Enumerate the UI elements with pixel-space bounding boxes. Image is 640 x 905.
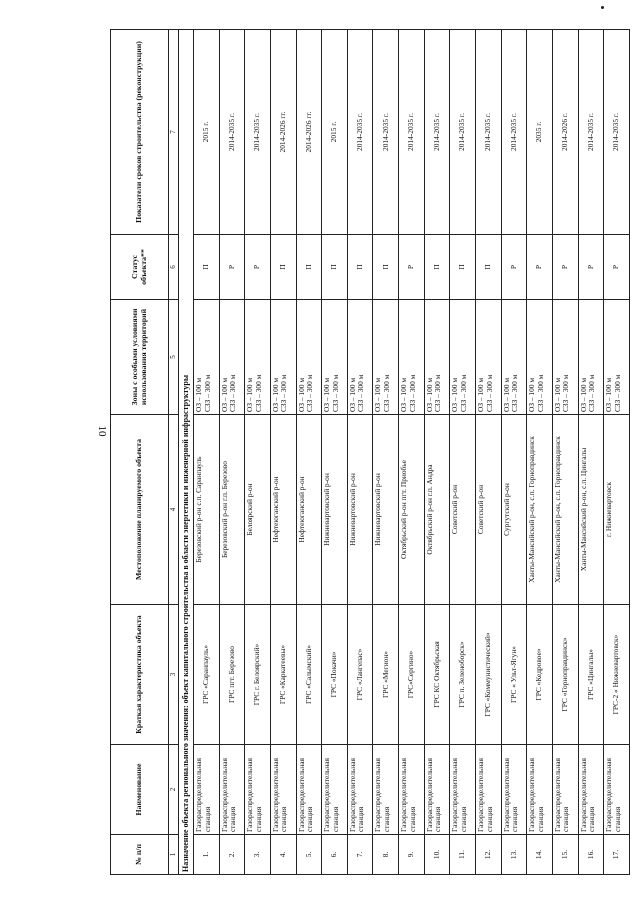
row-location: Ханты-Мансийский р-он, с.п. Горноправдинск [552,415,578,605]
row-status: П [347,235,373,300]
row-zones [527,300,553,415]
zone-szz: СЗЗ – 300 м [407,374,417,412]
header-char: Краткая характеристика объекта [111,605,169,745]
row-number: 13. [501,835,527,875]
row-number: 2. [219,835,245,875]
zone-szz: СЗЗ – 300 м [330,374,340,412]
row-characteristic: ГРС «Покачи» [322,605,348,745]
row-zones [424,300,450,415]
row-number: 12. [476,835,502,875]
row-status: Р [552,235,578,300]
table-row [399,30,425,875]
row-status: Р [399,235,425,300]
table-row [552,30,578,875]
row-term: 2014-2035 г. [347,30,373,235]
section-title: Назначение объекта регионального значения: объект капитального строительства в области энергетики и инженерной инфраструктуры [179,30,194,875]
zone-oz: ОЗ – 100 м [219,377,229,412]
row-term: 2014-2035 г. [219,30,245,235]
zone-oz: ОЗ – 100 м [501,377,511,412]
table-row [270,30,296,875]
table-row [219,30,245,875]
row-characteristic: ГРС «Саранпауль» [194,605,220,745]
zone-szz: СЗЗ – 300 м [228,374,238,412]
row-location: Советский р-он [476,415,502,605]
table-row [296,30,322,875]
row-characteristic: ГРС «Кедровое» [527,605,553,745]
zone-szz: СЗЗ – 300 м [587,374,597,412]
zone-oz: ОЗ – 100 м [373,377,383,412]
zone-oz: ОЗ – 100 м [245,377,255,412]
row-location: Ханты-Мансийский р-он, с.п. Цингалы [578,415,604,605]
table-row [245,30,271,875]
header-num: № п/п [111,835,169,875]
row-characteristic: ГРС «Коммунистический» [476,605,502,745]
row-location: Нижневартовский р-он [322,415,348,605]
table-row [501,30,527,875]
row-term: 2015 г. [322,30,348,235]
row-status: П [373,235,399,300]
row-characteristic: ГРС-2 « Нижневартовск» [604,605,630,745]
col-number: 5 [169,300,179,415]
table-row [527,30,553,875]
zone-oz: ОЗ – 100 м [527,377,537,412]
col-number: 1 [169,835,179,875]
zone-oz: ОЗ – 100 м [347,377,357,412]
zone-szz: СЗЗ – 300 м [484,374,494,412]
row-term: 2014-2035 г. [450,30,476,235]
zone-szz: СЗЗ – 300 м [202,374,212,412]
row-status: П [424,235,450,300]
row-characteristic: ГРС «Цингалы» [578,605,604,745]
header-location: Местоположение планируемого объекта [111,415,169,605]
zone-oz: ОЗ – 100 м [296,377,306,412]
header-status: Статус объекта** [111,235,169,300]
zone-oz: ОЗ – 100 м [194,377,203,412]
row-term: 2014-2026 гг. [270,30,296,235]
row-name: Газораспределительная станция [527,745,553,835]
row-name: Газораспределительная станция [552,745,578,835]
row-status: П [450,235,476,300]
row-status: П [194,235,220,300]
row-term: 2035 г. [527,30,553,235]
row-status: Р [245,235,271,300]
row-status: Р [501,235,527,300]
row-term: 2015 г. [194,30,220,235]
row-status: П [476,235,502,300]
row-location: г. Нижневартовск [604,415,630,605]
row-number: 1. [194,835,220,875]
row-zones [552,300,578,415]
row-term: 2014-2035 г. [245,30,271,235]
zone-oz: ОЗ – 100 м [552,377,562,412]
table-row [373,30,399,875]
row-characteristic: ГРС «Мегион» [373,605,399,745]
row-number: 10. [424,835,450,875]
rotated-table-wrapper [110,30,630,875]
zone-oz: ОЗ – 100 м [424,377,434,412]
zone-szz: СЗЗ – 300 м [305,374,315,412]
row-number: 6. [322,835,348,875]
row-location: Березовский р-он г.п. Березово [219,415,245,605]
zone-oz: ОЗ – 100 м [578,377,588,412]
zone-szz: СЗЗ – 300 м [356,374,366,412]
zone-oz: ОЗ – 100 м [450,377,460,412]
zone-oz: ОЗ – 100 м [476,377,486,412]
row-characteristic: ГРС «Горноправдинск» [552,605,578,745]
row-zones [296,300,322,415]
col-number: 2 [169,745,179,835]
row-name: Газораспределительная станция [245,745,271,835]
row-term: 2014-2026 г. [552,30,578,235]
row-term: 2014-2035 г. [476,30,502,235]
row-zones [399,300,425,415]
row-location: Нефтеюганский р-он [296,415,322,605]
row-location: Белоярский р-он [245,415,271,605]
row-number: 5. [296,835,322,875]
col-number: 6 [169,235,179,300]
row-zones [322,300,348,415]
row-number: 7. [347,835,373,875]
row-number: 14. [527,835,553,875]
table-row [322,30,348,875]
row-term: 2014-2035 г. [399,30,425,235]
row-location: Нижневартовский р-он [347,415,373,605]
row-number: 4. [270,835,296,875]
row-zones [450,300,476,415]
row-name: Газораспределительная станция [578,745,604,835]
row-location: Нефтеюганский р-он [270,415,296,605]
row-characteristic: ГРС «Лангепас» [347,605,373,745]
row-zones [476,300,502,415]
row-term: 2014-2035 г. [424,30,450,235]
row-zones [501,300,527,415]
row-zones [194,300,220,415]
zone-szz: СЗЗ – 300 м [458,374,468,412]
zone-szz: СЗЗ – 300 м [561,374,571,412]
row-location: Нижневартовский р-он [373,415,399,605]
table-row [424,30,450,875]
table-row [578,30,604,875]
page-number: 10 [96,425,108,437]
zone-oz: ОЗ – 100 м [604,377,614,412]
row-status: Р [527,235,553,300]
row-characteristic: ГРС « Ульт-Ягун» [501,605,527,745]
row-location: Октябрьский р-он пгт. Приобье [399,415,425,605]
row-name: Газораспределительная станция [194,745,220,835]
row-name: Газораспределительная станция [322,745,348,835]
header-zones: Зоны с особыми условиями использования территорий [111,300,169,415]
row-term: 2014-2035 г. [578,30,604,235]
row-characteristic: ГРС «Салымский» [296,605,322,745]
header-terms: Показатели сроков строительства (реконструкции) [111,30,169,235]
row-status: Р [604,235,630,300]
row-location: Ханты-Мансийский р-он, с.п. Горноправдинск [527,415,553,605]
row-location: Советский р-он [450,415,476,605]
header-name: Наименование [111,745,169,835]
row-number: 16. [578,835,604,875]
stray-mark [601,6,604,9]
table-row [347,30,373,875]
row-number: 9. [399,835,425,875]
objects-table [110,29,630,875]
row-name: Газораспределительная станция [373,745,399,835]
row-term: 2014-2026 гг. [296,30,322,235]
row-name: Газораспределительная станция [604,745,630,835]
col-number: 4 [169,415,179,605]
row-name: Газораспределительная станция [270,745,296,835]
zone-szz: СЗЗ – 300 м [382,374,391,412]
row-zones [347,300,373,415]
zone-oz: ОЗ – 100 м [399,377,409,412]
zone-szz: СЗЗ – 300 м [279,374,289,412]
col-number: 7 [169,30,179,235]
row-location: Октябрьский р-он г.п. Андра [424,415,450,605]
zone-szz: СЗЗ – 300 м [433,374,443,412]
table-body [194,30,630,875]
row-zones [219,300,245,415]
row-zones [245,300,271,415]
row-status: Р [219,235,245,300]
row-characteristic: ГРС г. Белоярский» [245,605,271,745]
row-status: Р [578,235,604,300]
row-number: 3. [245,835,271,875]
zone-szz: СЗЗ – 300 м [253,374,263,412]
row-term: 2014-2035 г. [604,30,630,235]
table-row [604,30,630,875]
row-characteristic: ГРС пгт. Березово [219,605,245,745]
table-row [194,30,220,875]
row-characteristic: ГРС«Сергино» [399,605,425,745]
row-location: Сургутский р-он [501,415,527,605]
row-zones [270,300,296,415]
row-name: Газораспределительная станция [399,745,425,835]
row-number: 15. [552,835,578,875]
zone-oz: ОЗ – 100 м [270,377,280,412]
row-characteristic: ГРС КС Октябрьская [424,605,450,745]
table-row [450,30,476,875]
col-number: 3 [169,605,179,745]
row-name: Газораспределительная станция [476,745,502,835]
row-zones [604,300,630,415]
zone-szz: СЗЗ – 300 м [612,374,622,412]
row-status: П [322,235,348,300]
row-name: Газораспределительная станция [501,745,527,835]
row-name: Газораспределительная станция [450,745,476,835]
row-name: Газораспределительная станция [219,745,245,835]
row-status: П [296,235,322,300]
row-number: 11. [450,835,476,875]
row-zones [578,300,604,415]
row-location: Березовский р-он с.п. Саранпауль [194,415,220,605]
row-status: П [270,235,296,300]
zone-szz: СЗЗ – 300 м [510,374,520,412]
zone-szz: СЗЗ – 300 м [535,374,545,412]
row-zones [373,300,399,415]
row-term: 2014-2035 г. [373,30,399,235]
zone-oz: ОЗ – 100 м [322,377,332,412]
row-name: Газораспределительная станция [347,745,373,835]
row-term: 2014-2035 г. [501,30,527,235]
row-number: 8. [373,835,399,875]
table-row [476,30,502,875]
row-name: Газораспределительная станция [424,745,450,835]
row-name: Газораспределительная станция [296,745,322,835]
row-characteristic: ГРС п. Зеленоборск» [450,605,476,745]
row-number: 17. [604,835,630,875]
row-characteristic: ГРС «Каркатеевы» [270,605,296,745]
